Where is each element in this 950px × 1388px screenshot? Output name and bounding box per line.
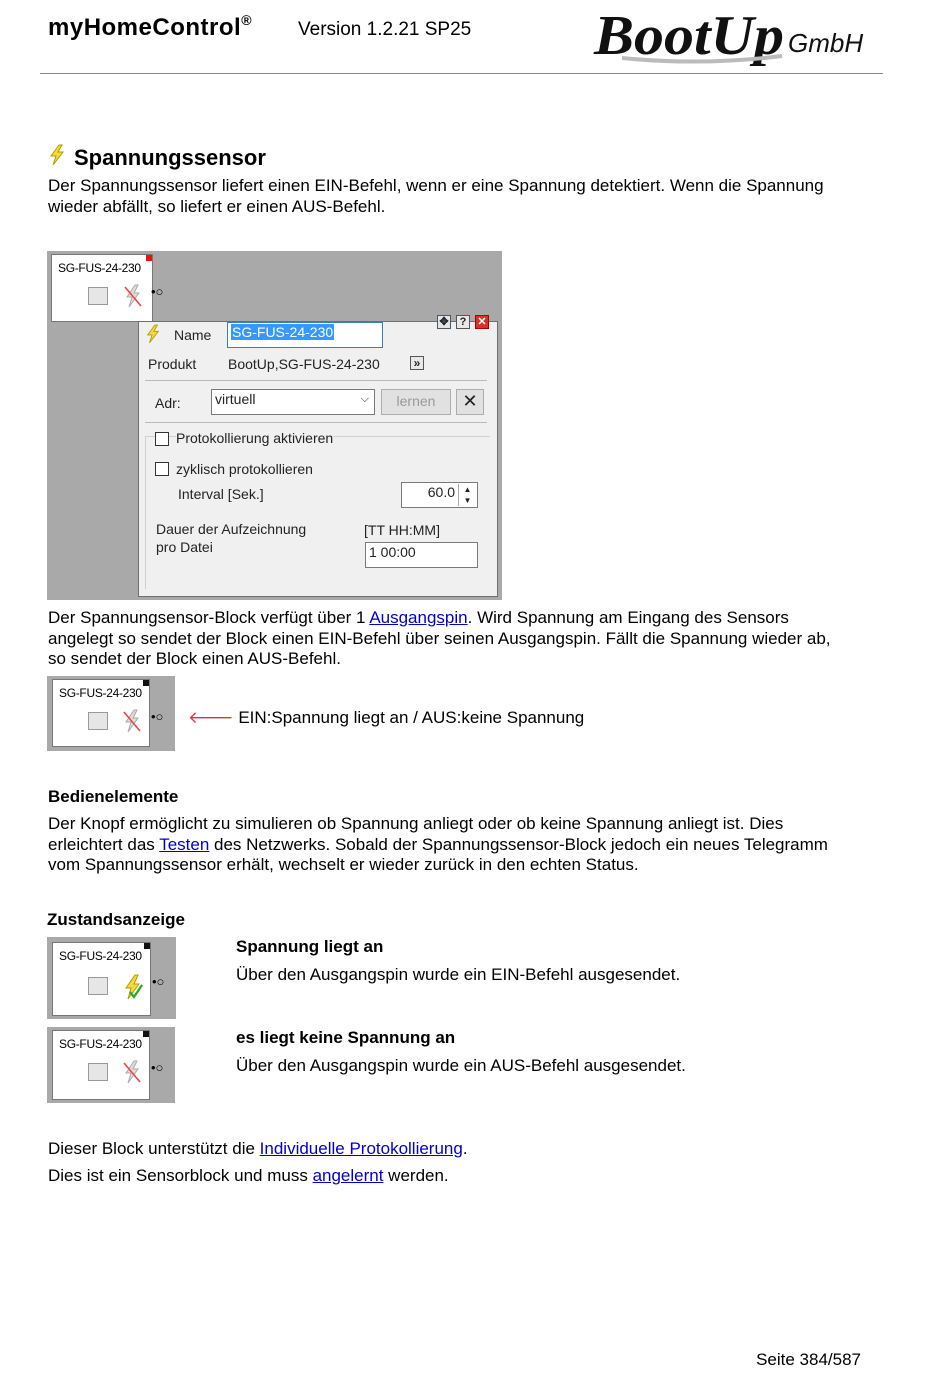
chevron-down-icon: ⌵ [360, 393, 369, 405]
state-off-title: es liegt keine Spannung an [236, 1028, 456, 1047]
arrow-left-icon: 🡐 [188, 708, 234, 727]
divider [145, 380, 487, 381]
sensor-note: Dies ist ein Sensorblock und muss angelernt werden. [48, 1166, 449, 1185]
clear-address-button[interactable] [456, 389, 484, 415]
properties-dialog [138, 316, 498, 597]
intro-text: Der Spannungssensor liefert einen EIN-Befehl, wenn er eine Spannung detektiert. Wenn die Spannung wieder abfällt, so liefert er einen AUS-Befehl. [48, 176, 824, 216]
protokoll-note: Dieser Block unterstützt die Individuelle Protokollierung. [48, 1139, 468, 1158]
zustand-heading: Zustandsanzeige [47, 910, 185, 929]
close-button[interactable]: ✕ [475, 315, 489, 329]
lernen-button[interactable]: lernen [381, 389, 451, 415]
angelernt-link[interactable]: angelernt [312, 1166, 384, 1185]
interval-field[interactable]: 60.0 ▲ ▼ [401, 482, 478, 508]
help-button[interactable]: ? [456, 315, 470, 329]
simulate-button[interactable] [88, 712, 108, 730]
name-label: Name [174, 327, 212, 343]
block-label: SG-FUS-24-230 [58, 261, 141, 275]
version-label: Version 1.2.21 SP25 [298, 19, 472, 40]
status-corner [144, 943, 150, 949]
protokoll-label: Protokollierung aktivieren [176, 430, 334, 446]
move-icon[interactable]: ✥ [437, 315, 451, 329]
state-on-desc: Über den Ausgangspin wurde ein EIN-Befehl ausgesendet. [236, 965, 681, 984]
section-title: Spannungssensor [48, 144, 266, 172]
zyklisch-checkbox[interactable] [155, 462, 169, 476]
ausgangspin-link[interactable]: Ausgangspin [369, 608, 468, 627]
sensor-block[interactable] [52, 679, 150, 747]
output-pin-icon[interactable]: •○ [152, 974, 165, 989]
lightning-icon [145, 324, 161, 347]
sensor-block[interactable] [52, 1030, 150, 1100]
adr-label: Adr: [155, 395, 181, 411]
sensor-block[interactable] [52, 942, 151, 1016]
testen-link[interactable]: Testen [159, 834, 210, 854]
protokollierung-link[interactable]: Individuelle Protokollierung [259, 1139, 463, 1158]
close-icon: ✕ [462, 391, 478, 411]
dauer-label: Dauer der Aufzeichnung pro Datei [156, 521, 307, 555]
format-label: [TT HH:MM] [364, 522, 440, 538]
dauer-field[interactable]: 1 00:00 [365, 542, 478, 568]
pins-text: Der Spannungsensor-Block verfügt über 1 Ausgangspin. Wird Spannung am Eingang des Sensors angelegt so sendet der Block einen EIN-Befehl über seinen Ausgangspin. Fällt die Spannung wieder ab, so sendet der Block einen AUS-Befehl. [48, 608, 831, 668]
sensor-block[interactable] [51, 254, 153, 322]
produkt-label: Produkt [148, 356, 197, 372]
svg-text:BootUp: BootUp [592, 6, 784, 67]
output-pin-icon[interactable]: •○ [151, 284, 164, 299]
produkt-value: BootUp,SG-FUS-24-230 [228, 356, 380, 372]
status-corner [146, 255, 152, 261]
lightning-icon [48, 144, 66, 172]
interval-label: Interval [Sek.] [178, 486, 264, 502]
divider [145, 422, 487, 423]
company-logo [592, 6, 872, 68]
page-number: Seite 384/587 [756, 1350, 861, 1369]
bedien-heading: Bedienelemente [48, 787, 179, 806]
block-label: SG-FUS-24-230 [59, 1037, 142, 1051]
zyklisch-label: zyklisch protokollieren [176, 461, 313, 477]
pin-annotation: 🡐 EIN:Spannung liegt an / AUS:keine Spannung [188, 708, 585, 727]
simulate-button[interactable] [88, 1063, 108, 1081]
lightning-off-icon [122, 283, 144, 314]
lightning-off-icon [121, 708, 143, 739]
lightning-off-icon [121, 1059, 143, 1090]
state-on-title: Spannung liegt an [236, 937, 384, 956]
name-field[interactable]: SG-FUS-24-230 [227, 322, 383, 348]
lightning-on-icon [121, 973, 145, 1006]
block-label: SG-FUS-24-230 [59, 949, 142, 963]
output-pin-icon[interactable]: •○ [151, 709, 164, 724]
output-pin-icon[interactable]: •○ [151, 1060, 164, 1075]
interval-spinner[interactable]: ▲ ▼ [458, 484, 476, 506]
adr-select[interactable]: virtuell ⌵ [211, 389, 375, 415]
app-name: myHomeControl® [48, 12, 253, 41]
simulate-button[interactable] [88, 977, 108, 995]
state-off-desc: Über den Ausgangspin wurde ein AUS-Befehl ausgesendet. [236, 1056, 686, 1075]
bedien-text: Der Knopf ermöglicht zu simulieren ob Spannung anliegt oder ob keine Spannung anliegt ist. Dies erleichtert das Testen des Netzwerks. Sobald der Spannungssensor-Block jedoch ein neues Telegramm vom Spannungssensor erhält, wechselt er wieder zurück in den echten Status. [48, 814, 828, 874]
svg-text:GmbH: GmbH [788, 28, 864, 58]
block-label: SG-FUS-24-230 [59, 686, 142, 700]
produkt-expand-button[interactable]: » [410, 356, 424, 370]
protokoll-checkbox[interactable] [155, 432, 169, 446]
status-corner [143, 680, 149, 686]
simulate-button[interactable] [88, 287, 108, 305]
header-divider [40, 73, 883, 74]
status-corner [143, 1031, 149, 1037]
